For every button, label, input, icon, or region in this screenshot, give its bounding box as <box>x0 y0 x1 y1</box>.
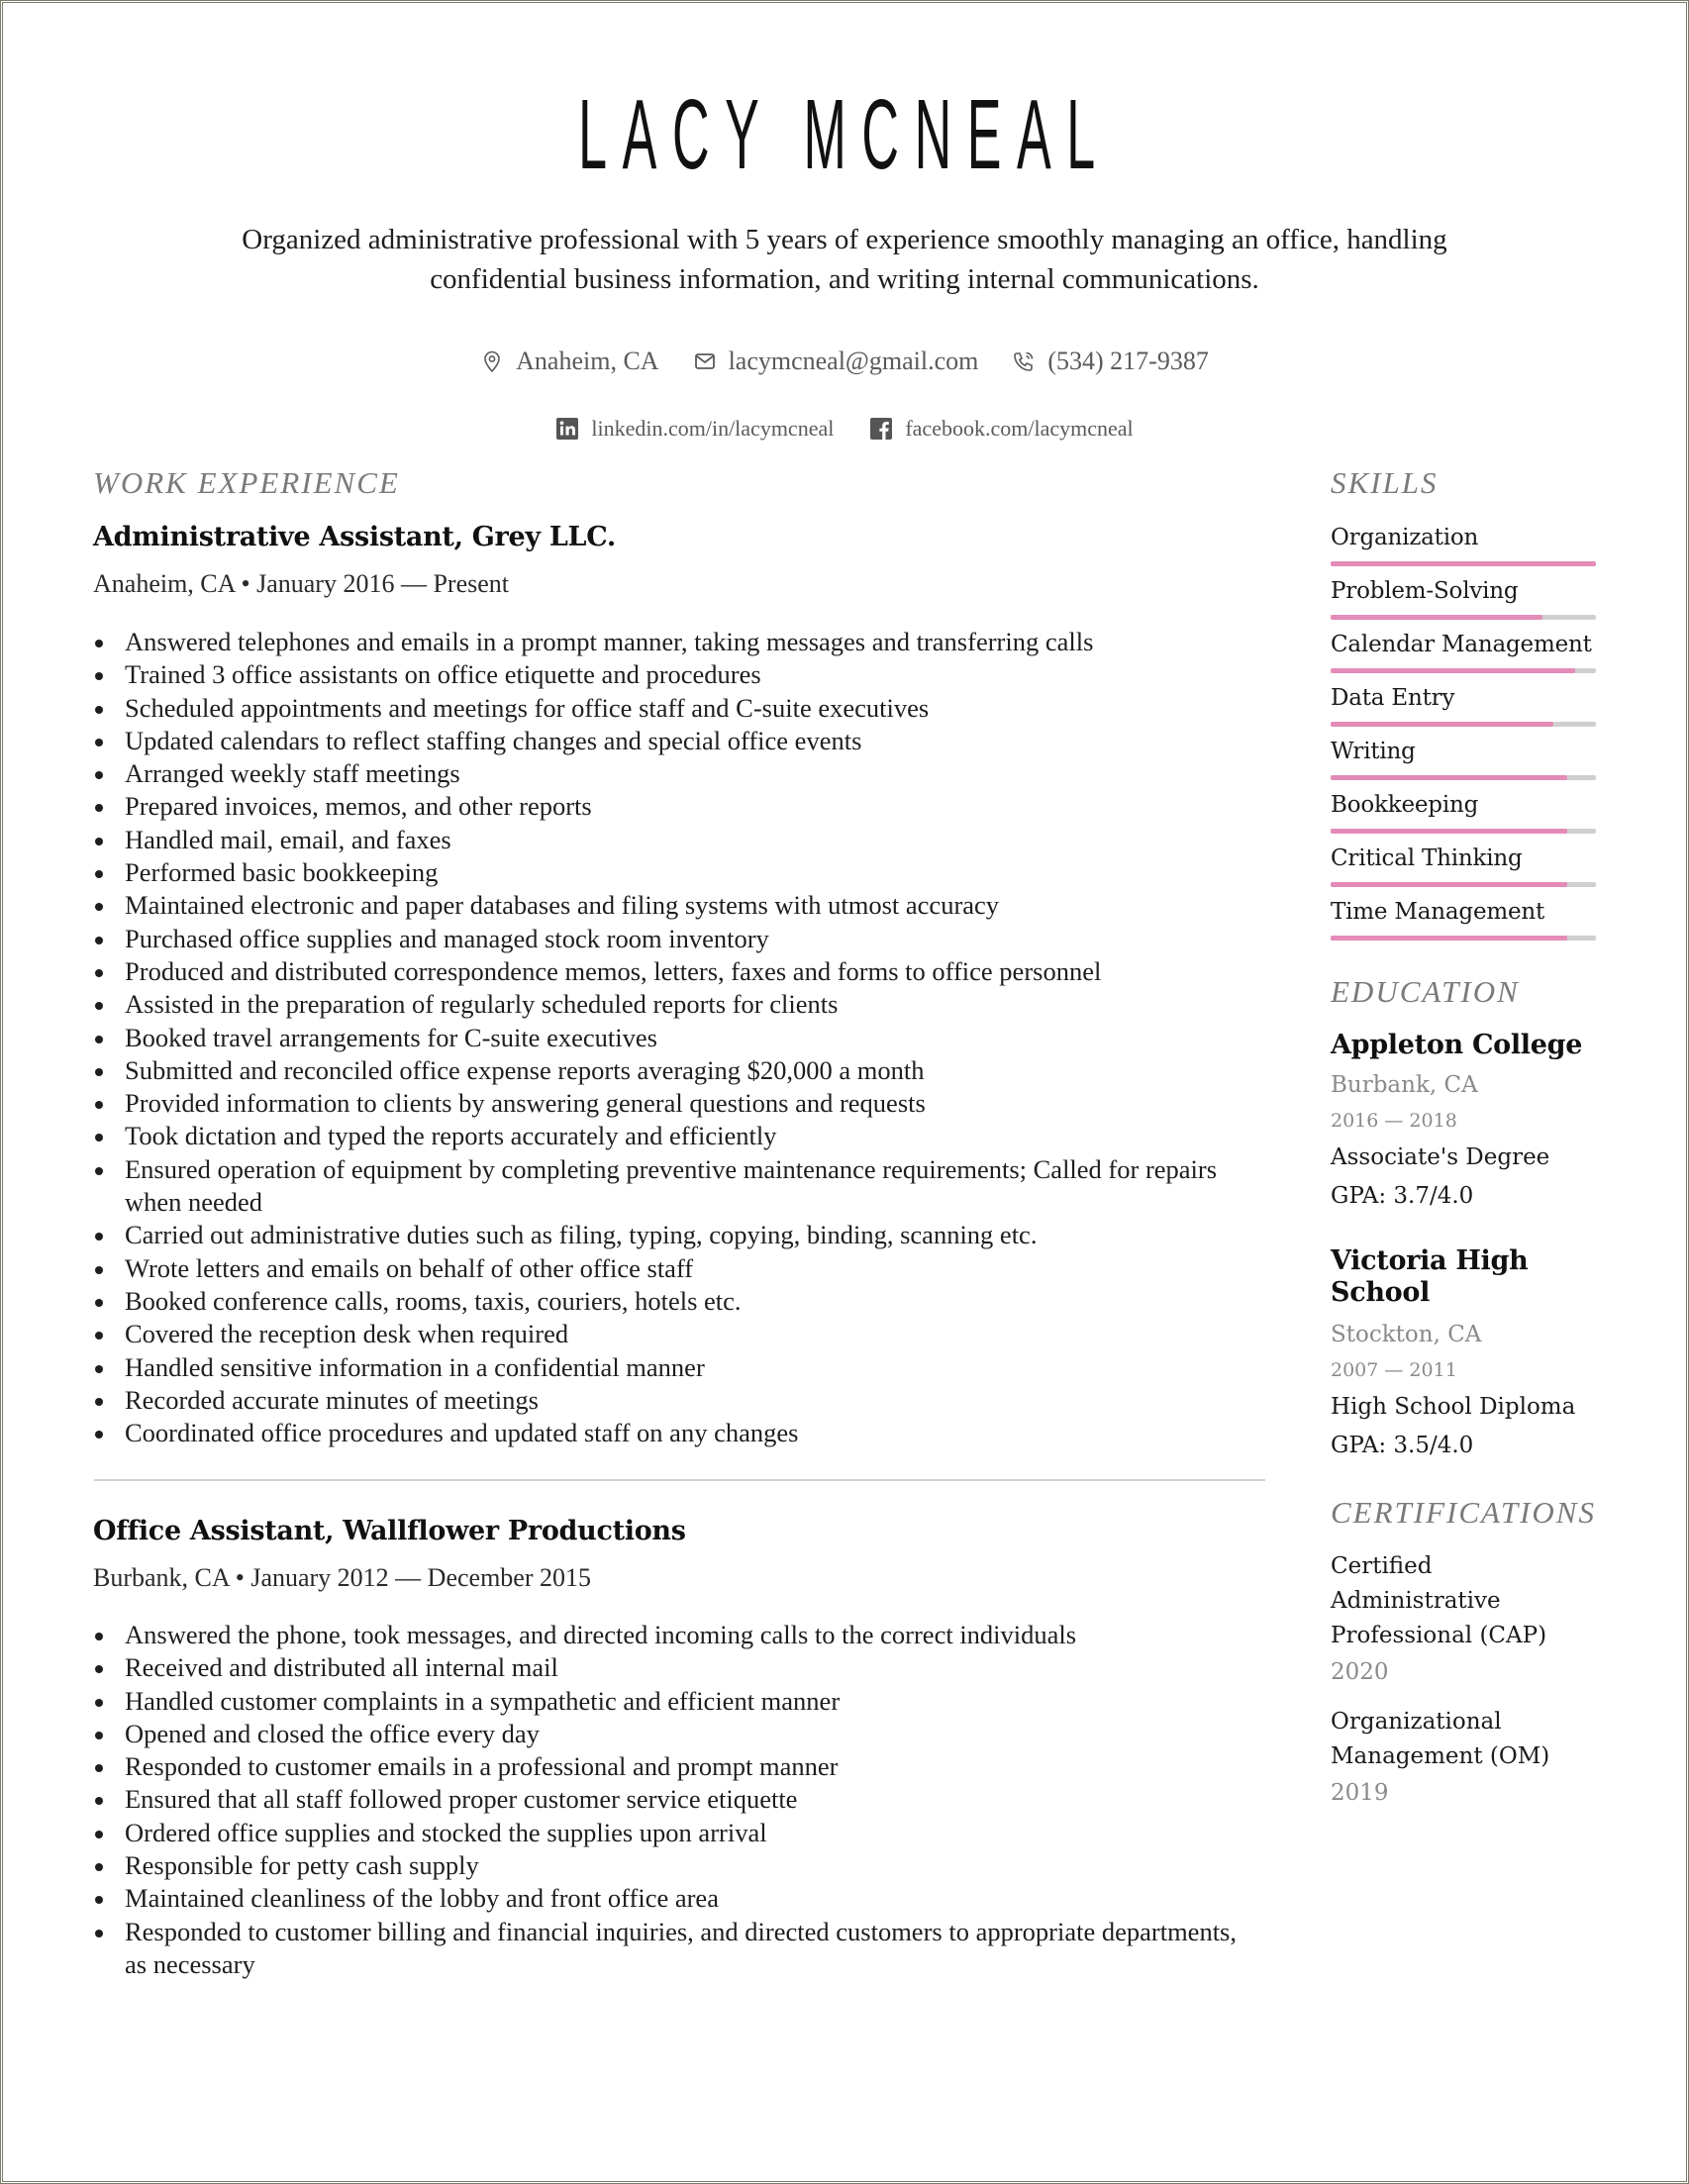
skill-level-bar <box>1331 722 1596 727</box>
job-title: Administrative Assistant, Grey LLC. <box>93 522 617 552</box>
section-heading-certifications: CERTIFICATIONS <box>1331 1495 1596 1530</box>
skill-level-fill <box>1331 615 1542 620</box>
school-years: 2007 — 2011 <box>1331 1359 1457 1381</box>
skill-level-bar <box>1331 615 1596 620</box>
job-bullet: Booked travel arrangements for C-suite executives <box>93 1022 1261 1054</box>
job-bullet: Handled customer complaints in a sympathetic and efficient manner <box>93 1685 1261 1718</box>
school-degree: High School Diploma <box>1331 1394 1576 1420</box>
skill-level-bar <box>1331 775 1596 780</box>
phone-icon <box>1012 349 1036 373</box>
section-heading-education: EDUCATION <box>1331 974 1520 1009</box>
contact-phone-text[interactable]: (534) 217-9387 <box>1047 347 1209 375</box>
job-bullet: Assisted in the preparation of regularly scheduled reports for clients <box>93 988 1261 1021</box>
job-bullet: Booked conference calls, rooms, taxis, couriers, hotels etc. <box>93 1285 1261 1318</box>
section-divider <box>94 1479 1265 1481</box>
school-name: Appleton College <box>1331 1030 1583 1060</box>
skill-label: Writing <box>1331 739 1416 764</box>
job-bullet: Coordinated office procedures and updated staff on any changes <box>93 1417 1261 1449</box>
certification-year: 2019 <box>1331 1780 1389 1806</box>
job-bullet: Responded to customer emails in a professional and prompt manner <box>93 1750 1261 1783</box>
job-bullet-list <box>93 1619 1261 1981</box>
job-bullet: Prepared invoices, memos, and other reports <box>93 790 1261 823</box>
certification-year: 2020 <box>1331 1659 1389 1685</box>
job-meta: Anaheim, CA • January 2016 — Present <box>93 569 509 598</box>
skill-level-fill <box>1331 829 1567 834</box>
skill-level-bar <box>1331 829 1596 834</box>
skill-label: Time Management <box>1331 899 1545 925</box>
skill-level-bar <box>1331 668 1596 673</box>
contact-row <box>0 347 1689 376</box>
job-bullet: Purchased office supplies and managed stock room inventory <box>93 923 1261 955</box>
school-location: Stockton, CA <box>1331 1322 1482 1347</box>
skill-level-fill <box>1331 775 1567 780</box>
skill-level-bar <box>1331 561 1596 566</box>
job-bullet: Recorded accurate minutes of meetings <box>93 1384 1261 1417</box>
candidate-name: LACY MCNEAL <box>578 79 1111 190</box>
social-facebook-text[interactable]: facebook.com/lacymcneal <box>905 416 1134 441</box>
skill-level-bar <box>1331 936 1596 941</box>
skill-level-fill <box>1331 722 1553 727</box>
contact-email[interactable] <box>693 347 979 376</box>
skill-item <box>1331 630 1596 673</box>
school-gpa: GPA: 3.5/4.0 <box>1331 1433 1474 1458</box>
job-bullet: Performed basic bookkeeping <box>93 856 1261 889</box>
certification-name: Organizational Management (OM) <box>1331 1709 1550 1769</box>
school-name: Victoria High School <box>1331 1245 1529 1308</box>
job-bullet: Responsible for petty cash supply <box>93 1849 1261 1882</box>
certification-name: Certified Administrative Professional (CAP) <box>1331 1553 1547 1648</box>
skill-item <box>1331 523 1596 566</box>
school-years: 2016 — 2018 <box>1331 1110 1457 1132</box>
job-bullet: Covered the reception desk when required <box>93 1318 1261 1350</box>
job-bullet: Responded to customer billing and financial inquiries, and directed customers to appropriate departments, as necessary <box>93 1916 1261 1982</box>
skill-item <box>1331 844 1596 887</box>
job-bullet: Opened and closed the office every day <box>93 1718 1261 1750</box>
location-pin-icon <box>480 349 504 373</box>
job-bullet: Submitted and reconciled office expense reports averaging $20,000 a month <box>93 1054 1261 1087</box>
school-gpa: GPA: 3.7/4.0 <box>1331 1183 1474 1209</box>
skill-label: Critical Thinking <box>1331 845 1523 871</box>
professional-summary: Organized administrative professional with 5 years of experience smoothly managing an office, handling confidential business information, and writing internal communications. <box>242 224 1447 295</box>
skill-item <box>1331 790 1596 834</box>
job-bullet: Maintained cleanliness of the lobby and front office area <box>93 1882 1261 1915</box>
job-bullet: Updated calendars to reflect staffing changes and special office events <box>93 725 1261 757</box>
job-title: Office Assistant, Wallflower Productions <box>93 1516 686 1546</box>
skill-label: Data Entry <box>1331 685 1455 711</box>
job-bullet-list <box>93 626 1261 1449</box>
job-meta: Burbank, CA • January 2012 — December 2015 <box>93 1563 592 1592</box>
skill-label: Organization <box>1331 525 1479 550</box>
job-bullet: Wrote letters and emails on behalf of other office staff <box>93 1252 1261 1285</box>
social-linkedin[interactable] <box>555 416 834 442</box>
social-row <box>0 416 1689 442</box>
job-bullet: Trained 3 office assistants on office etiquette and procedures <box>93 658 1261 691</box>
job-bullet: Produced and distributed correspondence memos, letters, faxes and forms to office personnel <box>93 955 1261 988</box>
skill-label: Bookkeeping <box>1331 792 1479 818</box>
job-bullet: Took dictation and typed the reports accurately and efficiently <box>93 1120 1261 1152</box>
job-bullet: Answered the phone, took messages, and directed incoming calls to the correct individuals <box>93 1619 1261 1651</box>
skill-level-fill <box>1331 936 1567 941</box>
linkedin-icon <box>555 417 579 441</box>
contact-email-text[interactable]: lacymcneal@gmail.com <box>728 347 979 375</box>
section-heading-skills: SKILLS <box>1331 465 1439 500</box>
skill-item <box>1331 737 1596 780</box>
job-bullet: Handled sensitive information in a confidential manner <box>93 1351 1261 1384</box>
social-linkedin-text[interactable]: linkedin.com/in/lacymcneal <box>591 416 835 441</box>
job-bullet: Arranged weekly staff meetings <box>93 757 1261 790</box>
job-bullet: Ordered office supplies and stocked the supplies upon arrival <box>93 1817 1261 1849</box>
job-bullet: Carried out administrative duties such as filing, typing, copying, binding, scanning etc. <box>93 1219 1261 1251</box>
skill-level-bar <box>1331 882 1596 887</box>
skill-item <box>1331 683 1596 727</box>
job-bullet: Handled mail, email, and faxes <box>93 824 1261 856</box>
section-heading-work: WORK EXPERIENCE <box>93 465 400 500</box>
school-degree: Associate's Degree <box>1331 1144 1550 1170</box>
school-location: Burbank, CA <box>1331 1072 1478 1098</box>
skill-item <box>1331 576 1596 620</box>
skill-label: Problem-Solving <box>1331 578 1519 604</box>
social-facebook[interactable] <box>869 416 1133 442</box>
skill-label: Calendar Management <box>1331 632 1592 657</box>
job-bullet: Ensured operation of equipment by completing preventive maintenance requirements; Called for repairs when needed <box>93 1153 1261 1220</box>
job-bullet: Ensured that all staff followed proper customer service etiquette <box>93 1783 1261 1816</box>
skill-level-fill <box>1331 882 1567 887</box>
skill-item <box>1331 897 1596 941</box>
job-bullet: Provided information to clients by answering general questions and requests <box>93 1087 1261 1120</box>
job-bullet: Received and distributed all internal mail <box>93 1651 1261 1684</box>
skill-level-fill <box>1331 561 1596 566</box>
contact-location <box>480 347 658 376</box>
facebook-icon <box>869 417 893 441</box>
contact-phone[interactable] <box>1012 347 1208 376</box>
job-bullet: Scheduled appointments and meetings for office staff and C-suite executives <box>93 692 1261 725</box>
job-bullet: Maintained electronic and paper databases and filing systems with utmost accuracy <box>93 889 1261 922</box>
contact-location-text: Anaheim, CA <box>516 347 659 375</box>
job-bullet: Answered telephones and emails in a prompt manner, taking messages and transferring calls <box>93 626 1261 658</box>
skill-level-fill <box>1331 668 1575 673</box>
envelope-icon <box>693 349 717 373</box>
